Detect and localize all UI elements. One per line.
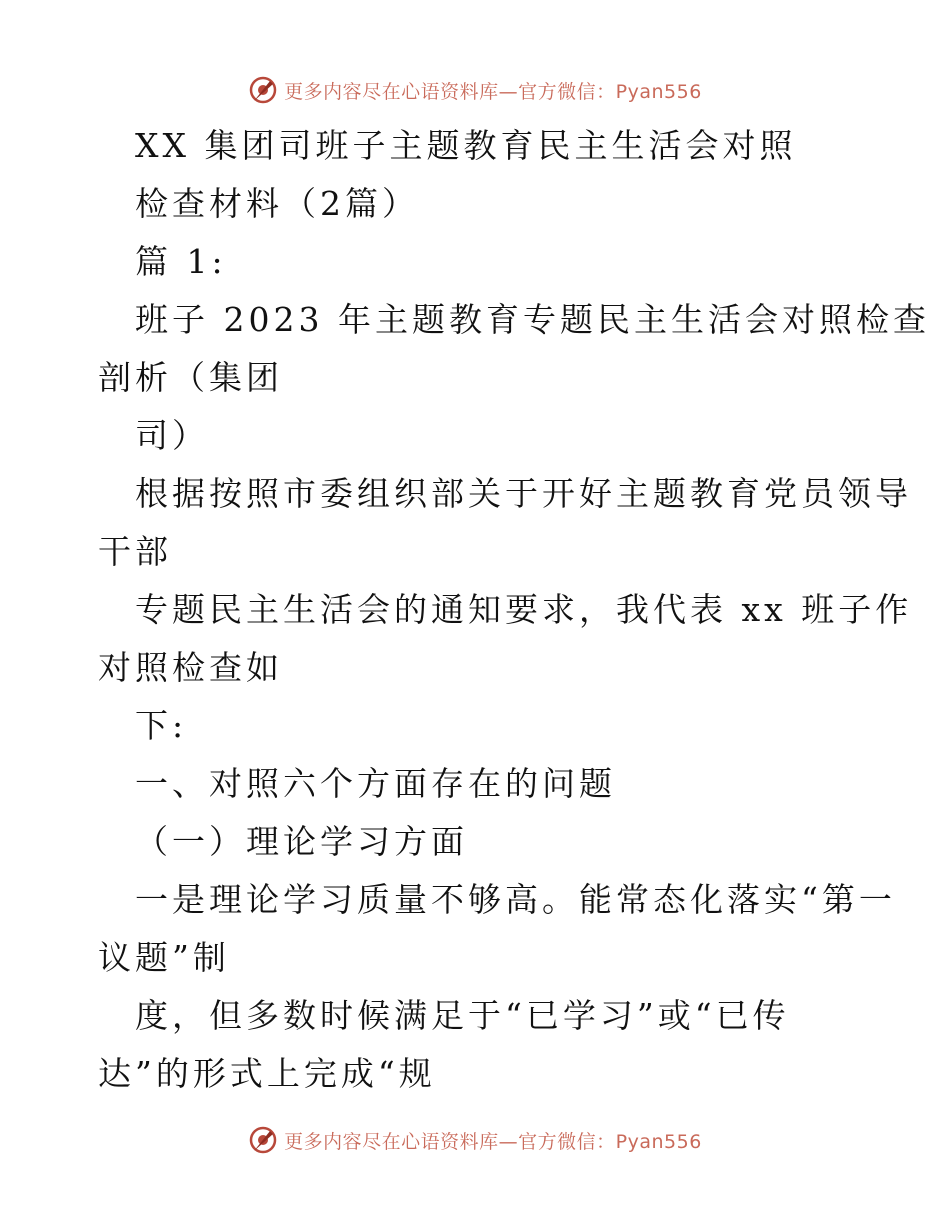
- paragraph-line: 对照检查如: [98, 648, 283, 687]
- watermark-text: 更多内容尽在心语资料库—官方微信：Pyan556: [284, 80, 702, 103]
- paragraph-line: 专题民主生活会的通知要求，我代表 xx 班子作: [135, 590, 913, 629]
- paragraph-line: 干部: [98, 532, 172, 571]
- document-body: [98, 117, 930, 1103]
- header-watermark-banner: [0, 70, 950, 110]
- subtitle-line-2: 剖析（集团: [98, 358, 283, 397]
- doc-title-line-2: 检查材料（2篇）: [135, 184, 419, 223]
- paragraph-line: 度，但多数时候满足于“已学习”或“已传: [135, 996, 790, 1035]
- paragraph-line: 一是理论学习质量不够高。能常态化落实“第一: [135, 880, 896, 919]
- doc-title-line-1: XX 集团司班子主题教育民主生活会对照: [135, 126, 797, 165]
- quill-seal-logo-icon: [248, 1125, 278, 1155]
- quill-seal-logo-icon: [248, 75, 278, 105]
- heading-level-2: （一）理论学习方面: [135, 822, 468, 861]
- paragraph-line: 达”的形式上完成“规: [98, 1054, 436, 1093]
- watermark-text: 更多内容尽在心语资料库—官方微信：Pyan556: [284, 1130, 702, 1153]
- heading-level-1: 一、对照六个方面存在的问题: [135, 764, 616, 803]
- section-label: 篇 1:: [135, 242, 227, 281]
- paragraph-line: 下:: [135, 706, 188, 745]
- subtitle-line-3: 司）: [135, 416, 209, 455]
- footer-watermark-banner: [0, 1120, 950, 1160]
- paragraph-line: 根据按照市委组织部关于开好主题教育党员领导: [135, 474, 912, 513]
- paragraph-line: 议题”制: [98, 938, 230, 977]
- subtitle-line-1: 班子 2023 年主题教育专题民主生活会对照检查: [135, 300, 930, 339]
